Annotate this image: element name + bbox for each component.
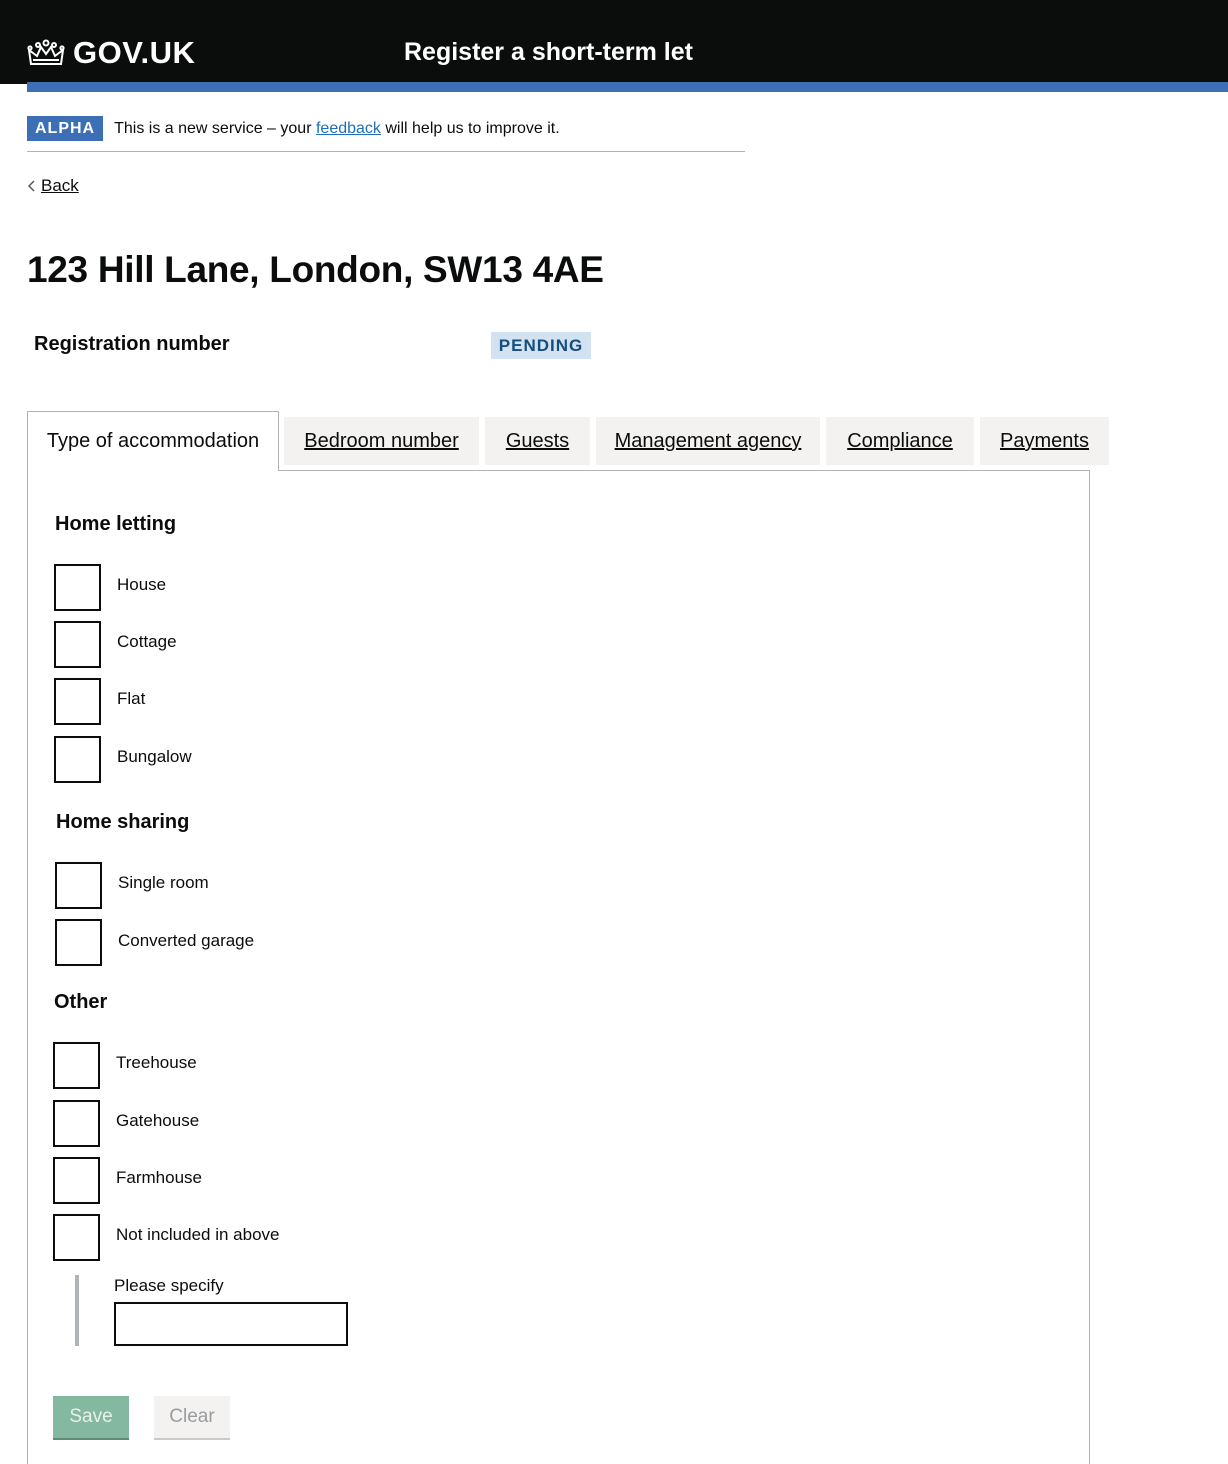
checkbox-label-house[interactable]: House (117, 575, 167, 594)
tab-management-agency[interactable]: Management agency (596, 417, 820, 465)
checkbox-single-room[interactable] (55, 862, 102, 909)
tab-bedroom-number[interactable]: Bedroom number (284, 417, 479, 465)
phase-banner (27, 116, 745, 152)
phase-banner-text (114, 116, 560, 141)
feedback-link[interactable]: feedback (315, 120, 381, 137)
page-title: 123 Hill Lane, London, SW13 4AE (27, 249, 604, 290)
tab-payments[interactable]: Payments (980, 417, 1109, 465)
header-accent-bar (27, 82, 1228, 92)
checkbox-label-single-room[interactable]: Single room (118, 873, 209, 892)
chevron-left-icon (27, 180, 35, 192)
section-heading-other: Other (54, 991, 108, 1013)
phase-text-before: This is a new service – your (114, 120, 316, 137)
checkbox-label-not-included[interactable]: Not included in above (116, 1225, 280, 1244)
checkbox-label-converted-garage[interactable]: Converted garage (118, 931, 255, 950)
registration-number-label: Registration number (34, 333, 230, 355)
section-heading-home-sharing: Home sharing (56, 811, 190, 833)
status-badge: PENDING (491, 332, 591, 359)
crown-icon (27, 38, 65, 68)
back-link-label: Back (41, 176, 79, 195)
phase-text-after: will help us to improve it. (380, 120, 560, 137)
checkbox-label-farmhouse[interactable]: Farmhouse (116, 1168, 202, 1187)
logo-text: GOV.UK (73, 35, 196, 70)
checkbox-not-included[interactable] (53, 1214, 100, 1261)
save-button[interactable]: Save (53, 1396, 129, 1438)
specify-input[interactable] (114, 1302, 348, 1346)
checkbox-flat[interactable] (54, 678, 101, 725)
conditional-reveal-bar (75, 1275, 79, 1346)
clear-button[interactable]: Clear (154, 1396, 230, 1438)
govuk-logo-link[interactable] (27, 35, 195, 71)
tab-guests[interactable]: Guests (485, 417, 590, 465)
checkbox-treehouse[interactable] (53, 1042, 100, 1089)
checkbox-label-gatehouse[interactable]: Gatehouse (116, 1111, 200, 1130)
checkbox-label-cottage[interactable]: Cottage (117, 632, 177, 651)
site-header (0, 0, 1228, 84)
back-link[interactable] (27, 176, 79, 196)
checkbox-label-treehouse[interactable]: Treehouse (116, 1053, 197, 1072)
checkbox-label-flat[interactable]: Flat (117, 689, 146, 708)
tab-type-of-accommodation[interactable]: Type of accommodation (27, 411, 279, 471)
checkbox-house[interactable] (54, 564, 101, 611)
tab-compliance[interactable]: Compliance (826, 417, 974, 465)
section-heading-home-letting: Home letting (55, 513, 177, 535)
checkbox-bungalow[interactable] (54, 736, 101, 783)
specify-label: Please specify (114, 1276, 224, 1295)
checkbox-converted-garage[interactable] (55, 919, 102, 966)
service-name-link[interactable]: Register a short-term let (404, 38, 693, 66)
phase-tag: ALPHA (27, 116, 103, 141)
checkbox-cottage[interactable] (54, 621, 101, 668)
checkbox-label-bungalow[interactable]: Bungalow (117, 747, 192, 766)
checkbox-farmhouse[interactable] (53, 1157, 100, 1204)
checkbox-gatehouse[interactable] (53, 1100, 100, 1147)
